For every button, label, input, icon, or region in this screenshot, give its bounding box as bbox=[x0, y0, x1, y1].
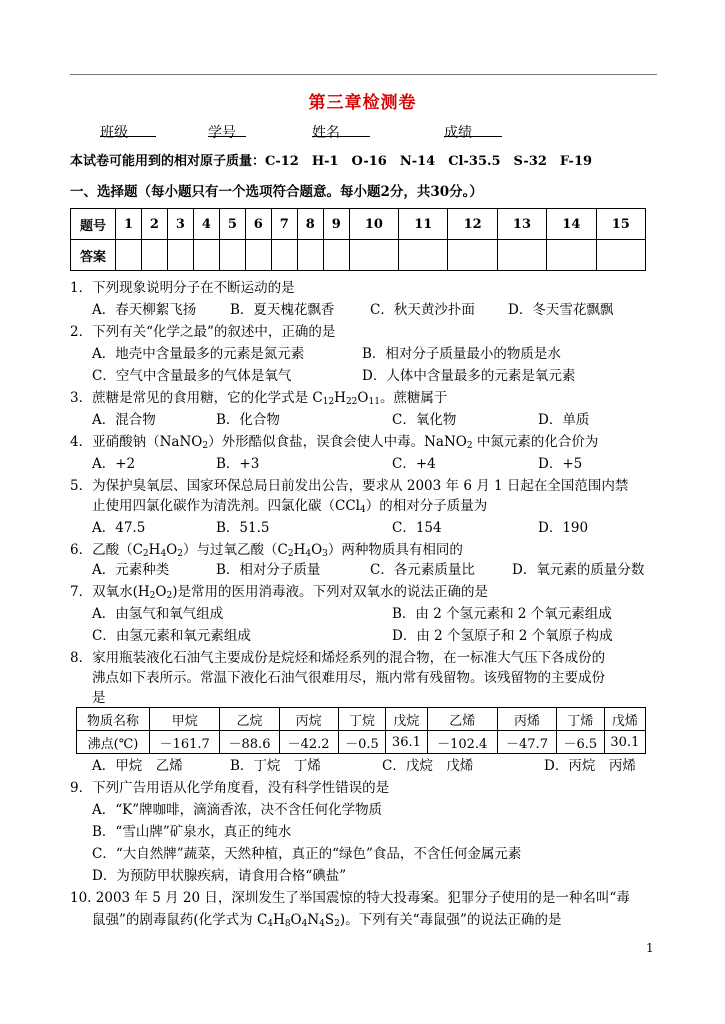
q2-stem: 2．下列有关“化学之最”的叙述中，正确的是 bbox=[70, 324, 336, 340]
q6-stem: 6．乙酸$(C_2H_4O_2)$与过氧乙酸$(C_2H_4O_3)$两种物质具有相同的 bbox=[70, 542, 463, 559]
q3-option-c: C．氧化物 bbox=[392, 412, 457, 428]
q9-option-c: C．“大自然牌”蔬菜，天然种植，真正的“绿色”食品，不含任何金属元素 bbox=[92, 846, 522, 862]
id-label: 学号 bbox=[208, 125, 236, 141]
q2-option-b: B．相对分子质量最小的物质是水 bbox=[362, 346, 561, 362]
answer-table-answer-row bbox=[71, 240, 646, 271]
q1-option-d: D．冬天雪花飘飘 bbox=[508, 302, 614, 318]
table-cell: 丁烷 bbox=[338, 708, 386, 731]
question-number-cell: 15 bbox=[596, 209, 645, 240]
substance-name-row bbox=[77, 708, 646, 731]
table-cell: 36.1 bbox=[386, 731, 427, 754]
page-title: 第三章检测卷 bbox=[308, 93, 417, 113]
q6-option-c: C．各元素质量比 bbox=[370, 562, 475, 578]
q1-option-c: C．秋天黄沙扑面 bbox=[370, 302, 475, 318]
q1-stem: 1．下列现象说明分子在不断运动的是 bbox=[70, 280, 295, 296]
question-number-cell: 7 bbox=[271, 209, 297, 240]
q6-option-a: A．元素种类 bbox=[92, 562, 170, 578]
question-number-cell: 9 bbox=[323, 209, 349, 240]
question-number-cell: 14 bbox=[547, 209, 596, 240]
q8-option-d: D．丙烷 丙烯 bbox=[544, 758, 636, 774]
q8-option-b: B．丁烷 丁烯 bbox=[230, 758, 321, 774]
question-number-cell: 3 bbox=[167, 209, 193, 240]
q8-stem-line1: 8．家用瓶装液化石油气主要成份是烷烃和烯烃系列的混合物，在一标准大气压下各成份的 bbox=[70, 650, 606, 666]
q3-option-b: B．化合物 bbox=[216, 412, 280, 428]
q5-option-d: D．190 bbox=[538, 520, 589, 536]
answer-cell[interactable] bbox=[399, 240, 448, 271]
table-cell: －0.5 bbox=[338, 731, 386, 754]
q4-option-a: A．+2 bbox=[92, 456, 136, 472]
q7-option-d: D．由 2 个氢原子和 2 个氧原子构成 bbox=[392, 628, 613, 644]
table-cell: －102.4 bbox=[427, 731, 497, 754]
q1-option-a: A．春天柳絮飞扬 bbox=[92, 302, 197, 318]
q7-option-c: C．由氢元素和氧元素组成 bbox=[92, 628, 251, 644]
answer-cell[interactable] bbox=[141, 240, 167, 271]
q10-stem-line1: 10. 2003 年 5 月 20 日，深圳发生了举国震惊的特大投毒案。犯罪分子使用的是一种名叫“毒 bbox=[70, 890, 630, 906]
question-number-cell: 6 bbox=[245, 209, 271, 240]
q4-stem: 4．亚硝酸钠（NaNO$_2$）外形酷似食盐，误食会使人中毒。NaNO$_2$ 中氮元素的化合价为 bbox=[70, 434, 599, 451]
section1-heading: 一、选择题（每小题只有一个选项符合题意。每小题2分，共30分。） bbox=[70, 184, 483, 200]
q3-option-d: D．单质 bbox=[538, 412, 590, 428]
table-cell: －6.5 bbox=[557, 731, 605, 754]
q4-option-c: C．+4 bbox=[392, 456, 436, 472]
question-number-cell: 2 bbox=[141, 209, 167, 240]
q8-stem-line2: 沸点如下表所示。常温下液化石油气很难用尽，瓶内常有残留物。该残留物的主要成份 bbox=[92, 670, 605, 686]
q6-option-d: D．氧元素的质量分数 bbox=[512, 562, 645, 578]
q5-option-b: B．51.5 bbox=[216, 520, 270, 536]
table-cell: 乙烷 bbox=[220, 708, 279, 731]
q4-option-d: D．+5 bbox=[538, 456, 583, 472]
answer-cell[interactable] bbox=[271, 240, 297, 271]
table-cell: 戊烯 bbox=[604, 708, 645, 731]
q9-option-d: D．为预防甲状腺疾病，请食用合格“碘盐” bbox=[92, 868, 347, 884]
answer-table bbox=[70, 208, 646, 271]
page-number: 1 bbox=[646, 941, 654, 955]
atomic-mass-line: 本试卷可能用到的相对原子质量：C-12 H-1 O-16 N-14 Cl-35.5 S-32 F-19 bbox=[70, 154, 593, 169]
id-blank[interactable] bbox=[208, 122, 246, 137]
answer-cell[interactable] bbox=[193, 240, 219, 271]
answer-table-number-row bbox=[71, 209, 646, 240]
answer-cell[interactable] bbox=[547, 240, 596, 271]
table-cell: 30.1 bbox=[604, 731, 645, 754]
table-cell: 戊烷 bbox=[386, 708, 427, 731]
table-cell: －88.6 bbox=[220, 731, 279, 754]
table-cell: －161.7 bbox=[150, 731, 220, 754]
table-cell: 物质名称 bbox=[77, 708, 150, 731]
question-number-cell: 12 bbox=[448, 209, 497, 240]
name-label: 姓名 bbox=[312, 125, 340, 141]
question-number-cell: 4 bbox=[193, 209, 219, 240]
class-label: 班级 bbox=[100, 125, 128, 141]
table-cell: －42.2 bbox=[279, 731, 338, 754]
answer-table-row-label: 答案 bbox=[71, 240, 116, 271]
table-cell: 丙烯 bbox=[497, 708, 556, 731]
question-number-cell: 13 bbox=[497, 209, 546, 240]
class-blank[interactable] bbox=[100, 122, 156, 137]
answer-cell[interactable] bbox=[349, 240, 398, 271]
table-cell: 丁烯 bbox=[557, 708, 605, 731]
q9-option-a: A．“K”牌咖啡，滴滴香浓，决不含任何化学物质 bbox=[92, 802, 383, 818]
answer-cell[interactable] bbox=[219, 240, 245, 271]
q1-option-b: B．夏天槐花飘香 bbox=[230, 302, 335, 318]
q2-option-d: D．人体中含量最多的元素是氧元素 bbox=[362, 368, 576, 384]
q5-option-c: C．154 bbox=[392, 520, 442, 536]
answer-cell[interactable] bbox=[596, 240, 645, 271]
q2-option-a: A．地壳中含量最多的元素是氮元素 bbox=[92, 346, 305, 362]
table-cell: 丙烷 bbox=[279, 708, 338, 731]
q10-stem-line2: 鼠强”的剧毒鼠药(化学式为 $C_4H_8O_4N_4S_2$)。下列有关“毒鼠强”的说法正确的是 bbox=[92, 912, 562, 929]
question-number-cell: 5 bbox=[219, 209, 245, 240]
question-number-cell: 10 bbox=[349, 209, 398, 240]
q8-option-c: C．戊烷 戊烯 bbox=[382, 758, 474, 774]
score-blank[interactable] bbox=[444, 122, 502, 137]
table-cell: 沸点(℃) bbox=[77, 731, 150, 754]
q3-stem: 3．蔗糖是常见的食用糖，它的化学式是 $C_{12}H_{22}O_{11}$。蔗糖属于 bbox=[70, 390, 448, 407]
answer-table-row-label: 题号 bbox=[71, 209, 116, 240]
answer-cell[interactable] bbox=[116, 240, 142, 271]
question-number-cell: 1 bbox=[116, 209, 142, 240]
boiling-point-table bbox=[76, 707, 646, 754]
q7-option-b: B．由 2 个氢元素和 2 个氧元素组成 bbox=[392, 606, 612, 622]
q5-stem-line2: 止使用四氯化碳作为清洗剂。四氯化碳（CCl$_4$）的相对分子质量为 bbox=[92, 498, 488, 515]
q5-option-a: A．47.5 bbox=[92, 520, 146, 536]
question-number-cell: 8 bbox=[297, 209, 323, 240]
table-cell: 甲烷 bbox=[150, 708, 220, 731]
q8-option-a: A．甲烷 乙烯 bbox=[92, 758, 183, 774]
name-blank[interactable] bbox=[312, 122, 370, 137]
table-cell: －47.7 bbox=[497, 731, 556, 754]
answer-cell[interactable] bbox=[448, 240, 497, 271]
q2-option-c: C．空气中含量最多的气体是氧气 bbox=[92, 368, 292, 384]
answer-cell[interactable] bbox=[297, 240, 323, 271]
q3-option-a: A．混合物 bbox=[92, 412, 156, 428]
boiling-point-row bbox=[77, 731, 646, 754]
q4-option-b: B．+3 bbox=[216, 456, 260, 472]
q6-option-b: B．相对分子质量 bbox=[216, 562, 321, 578]
q7-stem: 7．双氧水$(H_2O_2)$是常用的医用消毒液。下列对双氧水的说法正确的是 bbox=[70, 584, 488, 601]
q8-stem-line3: 是 bbox=[92, 690, 106, 706]
answer-cell[interactable] bbox=[497, 240, 546, 271]
score-label: 成绩 bbox=[444, 125, 472, 141]
answer-cell[interactable] bbox=[167, 240, 193, 271]
answer-cell[interactable] bbox=[245, 240, 271, 271]
question-number-cell: 11 bbox=[399, 209, 448, 240]
q9-stem: 9．下列广告用语从化学角度看，没有科学性错误的是 bbox=[70, 780, 390, 796]
table-cell: 乙烯 bbox=[427, 708, 497, 731]
header-rule bbox=[70, 74, 657, 75]
q9-option-b: B．“雪山牌”矿泉水，真正的纯水 bbox=[92, 824, 292, 840]
answer-cell[interactable] bbox=[323, 240, 349, 271]
q5-stem-line1: 5．为保护臭氧层、国家环保总局日前发出公告，要求从 2003 年 6 月 1 日起在全国范围内禁 bbox=[70, 478, 629, 494]
q7-option-a: A．由氢气和氧气组成 bbox=[92, 606, 224, 622]
